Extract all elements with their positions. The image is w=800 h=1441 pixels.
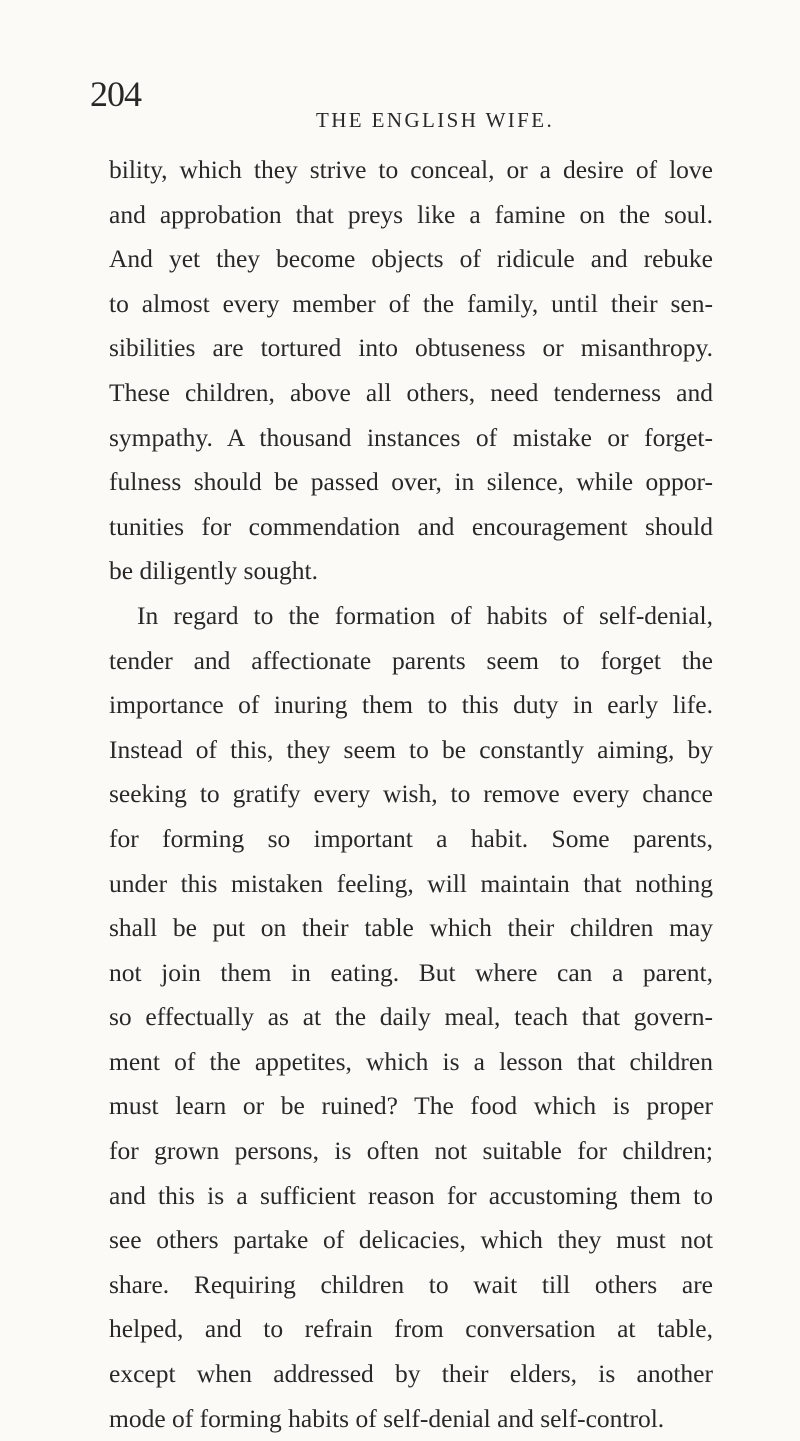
text-line: bility, which they strive to conceal, or a desire of love (109, 155, 713, 184)
text-line: seeking to gratify every wish, to remove every chance (109, 779, 713, 809)
text-line: importance of inuring them to this duty in early life. (109, 690, 713, 720)
text-line: These children, above all others, need tenderness and (109, 377, 713, 407)
text-line: not join them in eating. But where can a parent, (109, 957, 713, 987)
text-line: so effectually as at the daily meal, teach that govern- (109, 1002, 713, 1032)
text-line: And yet they become objects of ridicule and rebuke (109, 244, 713, 274)
text-line: mode of forming habits of self-denial and self-control. (109, 1403, 665, 1433)
text-line: except when addressed by their elders, is another (109, 1359, 713, 1389)
text-line: be diligently sought. (109, 556, 318, 586)
text-line: for forming so important a habit. Some parents, (109, 823, 713, 853)
text-line: and this is a sufficient reason for accustoming them to (109, 1180, 713, 1210)
text-line: shall be put on their table which their children may (109, 913, 713, 943)
text-line: under this mistaken feeling, will maintain that nothing (109, 868, 713, 898)
text-line: helped, and to refrain from conversation at table, (109, 1314, 713, 1344)
text-line: In regard to the formation of habits of self-denial, (137, 600, 713, 630)
text-line: tunities for commendation and encouragement should (109, 511, 713, 541)
text-line: sibilities are tortured into obtuseness or misanthropy. (109, 333, 713, 363)
text-line: sympathy. A thousand instances of mistake or forget- (109, 422, 713, 452)
text-line: fulness should be passed over, in silence, while oppor- (109, 467, 713, 497)
text-line: share. Requiring children to wait till others are (109, 1269, 713, 1299)
page-number: 204 (90, 74, 141, 114)
running-head: THE ENGLISH WIFE. (316, 108, 555, 132)
text-line: ment of the appetites, which is a lesson that children (109, 1046, 713, 1076)
text-line: for grown persons, is often not suitable for children; (109, 1136, 713, 1166)
text-line: must learn or be ruined? The food which is proper (109, 1091, 713, 1121)
text-line: Instead of this, they seem to be constantly aiming, by (109, 734, 713, 764)
text-line: see others partake of delicacies, which they must not (109, 1225, 713, 1255)
body-text (109, 148, 713, 1441)
text-line: to almost every member of the family, until their sen- (109, 288, 713, 318)
text-line: tender and affectionate parents seem to forget the (109, 645, 713, 675)
text-line: and approbation that preys like a famine on the soul. (109, 199, 713, 229)
